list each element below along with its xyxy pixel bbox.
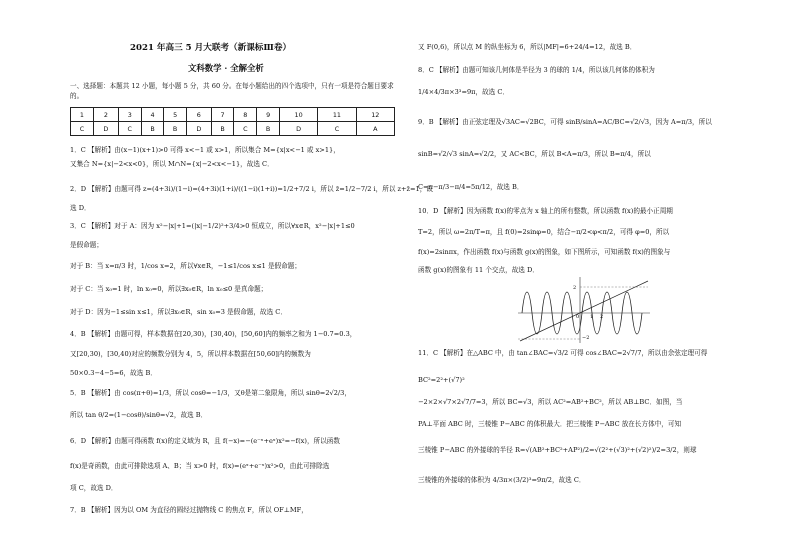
question-number: 12	[356, 108, 394, 122]
answer-table-numbers-row	[71, 108, 395, 122]
answer-cell: C	[118, 122, 141, 136]
answer-cell: B	[141, 122, 164, 136]
solution-line: 又[20,30)，[30,40)对应的频数分别为 4，5，所以样本数据在[50,60]内的频数为	[70, 350, 311, 358]
solution-line: 三棱锥 P−ABC 的外接球的半径 R=√(AB²+BC²+AP²)/2=√(2²+(√3)²+(√2)²)/2=3/2，则球	[418, 446, 697, 454]
solution-line: f(x)=2sinπx，作出函数 f(x)与函数 g(x)的图象，如下图所示，可知函数 f(x)的图象与	[418, 248, 671, 256]
solution-line: 三棱锥的外接球的体积为 4/3π×(3/2)³=9π/2，故选 C．	[418, 476, 586, 484]
solution-line: 7．B 【解析】因为以 OM 为直径的圆经过抛物线 C 的焦点 F，所以 OF⊥MF，	[70, 506, 308, 514]
solution-line: 函数 g(x)的图象有 11 个交点，故选 D．	[418, 266, 539, 274]
solution-line: 10．D 【解析】因为函数 f(x)的零点为 x 轴上的所有整数，所以函数 f(x)的最小正周期	[418, 207, 673, 215]
solution-line: 又 F(0,6)，所以点 M 的纵坐标为 6，所以|MF|=6+24/4=12，故选 B．	[418, 43, 637, 51]
answer-cell: C	[71, 122, 94, 136]
solution-line: C=π−π/3−π/4=5π/12，故选 B．	[418, 183, 524, 191]
graph-tick-label: −2	[582, 335, 590, 341]
question-number: 10	[279, 108, 317, 122]
answer-table	[70, 107, 395, 136]
answer-cell: C	[234, 122, 257, 136]
solution-line: 4．B 【解析】由题可得，样本数据在[20,30)，[30,40)，[50,60]内的频率之和为 1−0.7=0.3，	[70, 330, 357, 338]
solution-line: 2．D 【解析】由题可得 z=(4+3i)/(1−i)=(4+3i)(1+i)/((1−i)(1+i))=1/2+7/2 i，所以 z̄=1/2−7/2 i，所以 z+z̄=1，故	[70, 185, 433, 193]
solution-line: 1/4×4/3π×3³=9π，故选 C．	[418, 88, 510, 96]
section-intro: 一、选择题：本题共 12 小题，每小题 5 分，共 60 分。在每小题给出的四个选项中，只有一项是符合题目要求的。	[70, 82, 394, 100]
question-number: 3	[118, 108, 141, 122]
question-number: 7	[211, 108, 234, 122]
solution-line: 1．C 【解析】由(x−1)(x+1)>0 可得 x<−1 或 x>1，所以集合 M={x|x<−1 或 x>1}，	[70, 146, 340, 154]
solution-line: PA⊥平面 ABC 时，三棱锥 P−ABC 的体积最大．把三棱锥 P−ABC 放在长方体中，可知	[418, 420, 682, 428]
answer-cell: D	[186, 122, 211, 136]
question-number: 8	[234, 108, 257, 122]
solution-line: 8．C 【解析】由题可知该几何体是半径为 3 的球的 1/4，所以该几何体的体积为	[418, 66, 655, 74]
solution-line: 11．C 【解析】在△ABC 中，由 tan∠BAC=√3/2 可得 cos∠BAC=2√7/7，所以由余弦定理可得	[418, 349, 708, 357]
solution-line: 是假命题；	[70, 241, 103, 249]
solution-line: f(x)是奇函数，由此可排除选项 A、B；当 x>0 时，f(x)=(eˣ+e⁻ˣ)x²>0，由此可排除选	[70, 462, 330, 470]
question-number: 5	[164, 108, 187, 122]
solution-line: 6．D 【解析】由题可得函数 f(x)的定义域为 R，且 f(−x)=−(e⁻ˣ+eˣ)x²=−f(x)，所以函数	[70, 437, 340, 445]
graph-tick-label: 0	[576, 314, 580, 320]
line-g-graph	[520, 281, 648, 341]
page-title: 2021 年高三 5 月大联考（新课标Ⅲ卷）	[130, 43, 292, 53]
solution-line: T=2，所以 ω=2π/T=π，且 f(0)=2sinφ=0，结合−π/2<φ<π/2，可得 φ=0，所以	[418, 228, 670, 236]
solution-line: −2×2×√7×2√7/7=3，所以 BC=√3，所以 AC²=AB²+BC²，所以 AB⊥BC．如图，当	[418, 398, 683, 406]
solution-line: 对于 D：因为−1≤sin x≤1，所以∃x₀∈R，sin x₀=3 是假命题，故选 C．	[70, 308, 287, 316]
solution-line: 项 C，故选 D．	[70, 484, 118, 492]
solution-line: 所以 tan θ/2=(1−cosθ)/sinθ=√2，故选 B．	[70, 411, 208, 419]
answer-table-answers-row	[71, 122, 395, 136]
question-number: 2	[93, 108, 118, 122]
solution-line: 9．B 【解析】由正弦定理及√3AC=√2BC，可得 sinB/sinA=AC/BC=√2/√3，因为 A=π/3，所以	[418, 118, 712, 126]
question-number: 1	[71, 108, 94, 122]
question-number: 6	[186, 108, 211, 122]
solution-line: 选 D．	[70, 204, 91, 212]
solution-line: 又集合 N={x|−2<x<0}，所以 M∩N={x|−2<x<−1}，故选 C．	[70, 160, 274, 168]
question-number: 4	[141, 108, 164, 122]
graph-tick-label: 1	[590, 314, 594, 320]
solution-line: 对于 C：当 x₀=1 时，ln x₀=0，所以∃x₀∈R，ln x₀≤0 是真命题；	[70, 285, 268, 293]
answer-cell: B	[164, 122, 187, 136]
answer-cell: A	[356, 122, 394, 136]
answer-cell: C	[318, 122, 356, 136]
solution-line: 5．B 【解析】由 cos(π+θ)=1/3，所以 cosθ=−1/3，又θ是第二象限角，所以 sinθ=2√2/3，	[70, 389, 351, 397]
solution-line: 3．C 【解析】对于 A：因为 x²−|x|+1=(|x|−1/2)²+3/4>0 恒成立，所以∀x∈R，x²−|x|+1≤0	[70, 222, 355, 230]
answer-cell: D	[279, 122, 317, 136]
answer-cell: B	[257, 122, 280, 136]
solution-line: 对于 B：当 x=π/3 时，1/cos x=2，所以∀x∈R，−1≤1/cos x≤1 是假命题；	[70, 262, 301, 270]
solution-line: sinB=√2/√3 sinA=√2/2，又 AC<BC，所以 B<A=π/3，所以 B=π/4，所以	[418, 150, 651, 158]
function-graph-figure	[518, 277, 650, 343]
question-number: 11	[318, 108, 356, 122]
graph-tick-label: 2	[573, 285, 577, 291]
answer-cell: B	[211, 122, 234, 136]
question-number: 9	[257, 108, 280, 122]
solution-line: 50×0.3−4−5=6，故选 B．	[70, 369, 157, 377]
answer-cell: D	[93, 122, 118, 136]
page-subtitle: 文科数学 · 全解全析	[188, 63, 264, 73]
graph-tick-label: 2	[600, 314, 604, 320]
solution-line: BC²=2²+(√7)²	[418, 376, 465, 384]
